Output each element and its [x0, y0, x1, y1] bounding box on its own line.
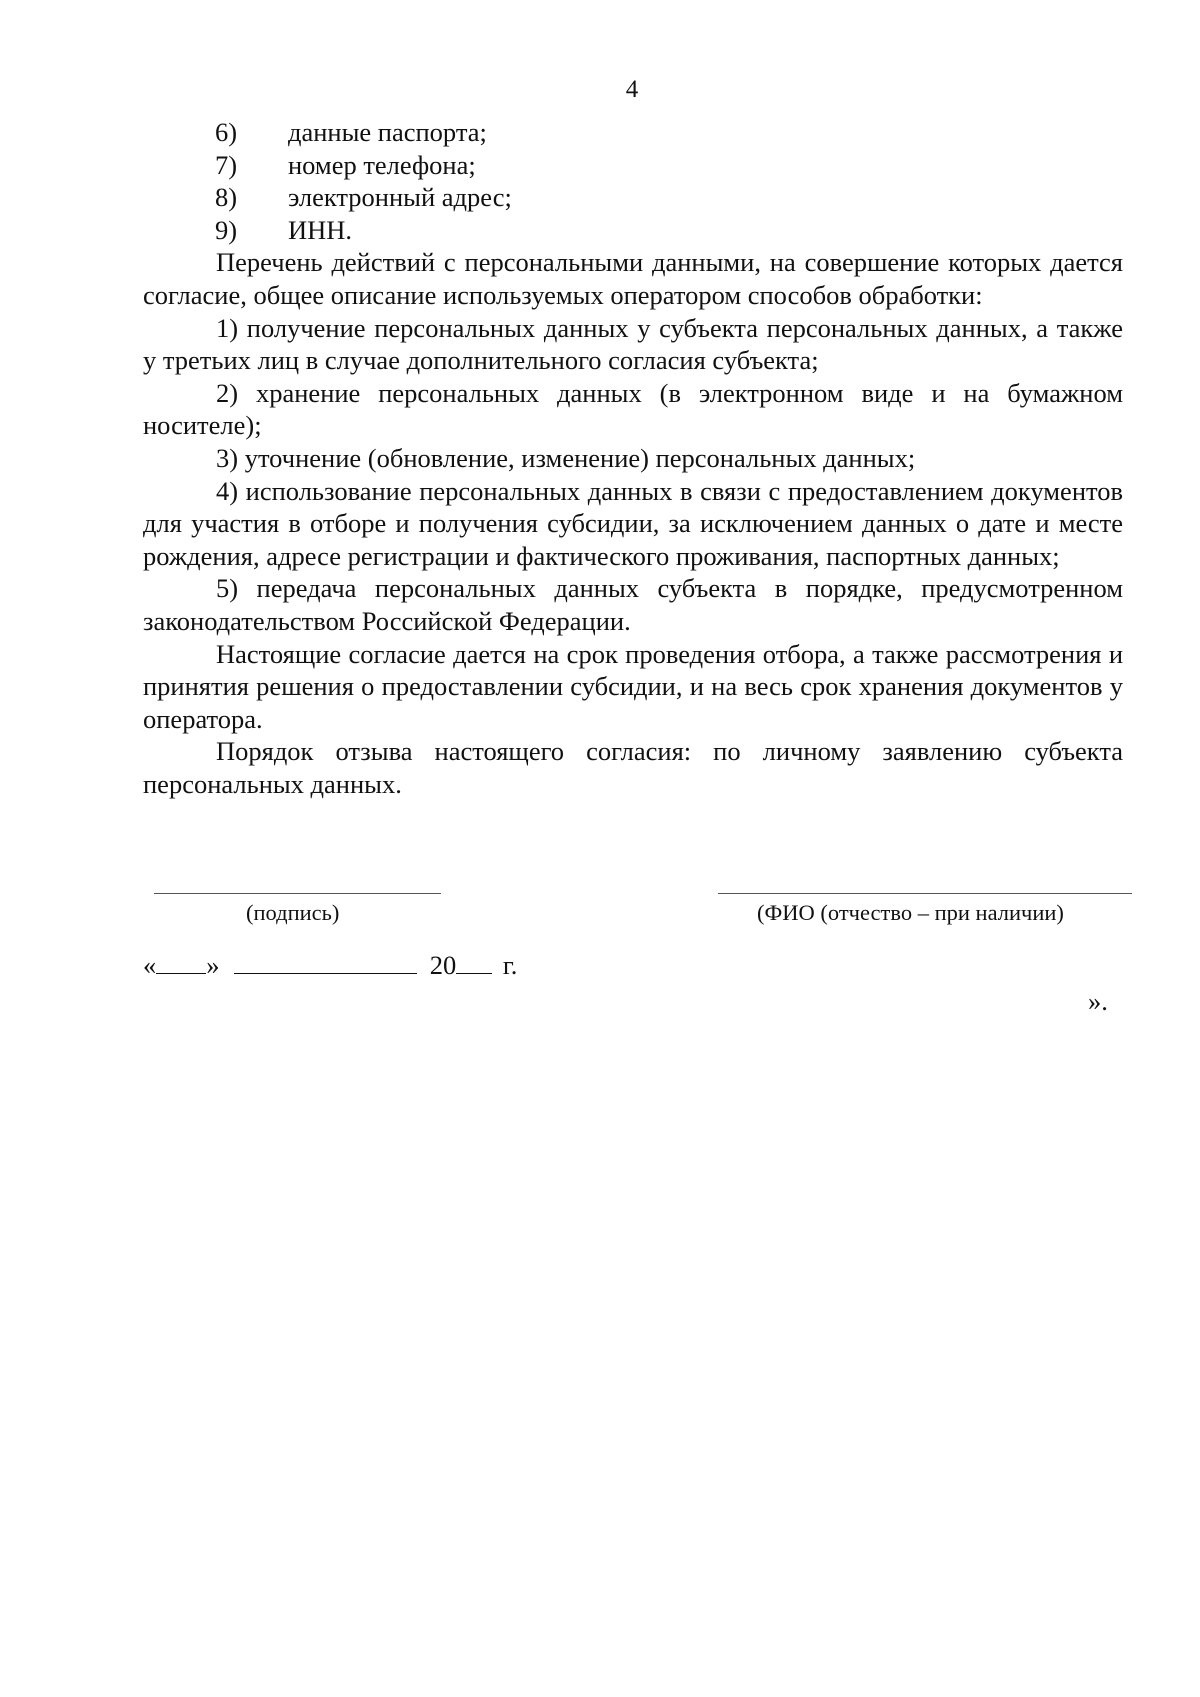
year-prefix: 20	[429, 950, 457, 980]
paragraph-action-5: 5) передача персональных данных субъекта в порядке, предусмотренном законодательством Российской Федерации.	[143, 573, 1123, 636]
list-item-text: электронный адрес;	[288, 182, 512, 213]
paragraph-action-2: 2) хранение персональных данных (в электронном виде и на бумажном носителе);	[143, 377, 1123, 441]
list-item	[143, 181, 1123, 214]
name-line	[718, 893, 1132, 894]
day-blank	[156, 951, 206, 974]
date-field	[143, 950, 517, 981]
paragraph-actions-intro: Перечень действий с персональными данными, на совершение которых дается согласие, общее описание используемых оператором способов обработки:	[143, 247, 1123, 310]
list-item-text: ИНН.	[288, 214, 353, 245]
page-number: 4	[625, 76, 639, 103]
paragraph-action-4: 4) использование персональных данных в связи с предоставлением документов для участия в отборе и получения субсидии, за исключением данных о дате и месте рождения, адресе регистрации и фактического проживания, паспортных данных;	[143, 475, 1123, 571]
paragraph-revocation: Порядок отзыва настоящего согласия: по личному заявлению субъекта персональных данных.	[143, 736, 1123, 799]
signature-line	[154, 893, 441, 894]
list-item-text: номер телефона;	[288, 149, 476, 180]
list-item	[143, 214, 1123, 247]
signature-caption: (подпись)	[246, 900, 340, 925]
date-open-quote: «	[143, 950, 157, 980]
paragraph-action-1: 1) получение персональных данных у субъекта персональных данных, а также у третьих лиц в случае дополнительного согласия субъекта;	[143, 312, 1123, 376]
closing-quote-mark: ».	[1088, 986, 1108, 1016]
year-blank	[456, 951, 492, 974]
year-suffix: г.	[502, 950, 518, 980]
list-item-number: 7)	[215, 149, 238, 180]
document-body	[143, 116, 1123, 800]
list-item	[143, 116, 1123, 149]
list-item-number: 8)	[215, 182, 238, 213]
paragraph-consent-term: Настоящие согласие дается на срок проведения отбора, а также рассмотрения и принятия решения о предоставлении субсидии, и на весь срок хранения документов у оператора.	[143, 638, 1123, 734]
date-close-quote: »	[206, 950, 220, 980]
name-caption: (ФИО (отчество – при наличии)	[757, 900, 1064, 925]
paragraph-action-3: 3) уточнение (обновление, изменение) персональных данных;	[216, 442, 916, 473]
list-item-number: 6)	[215, 117, 238, 147]
month-blank	[234, 951, 417, 974]
list-item	[143, 149, 1123, 182]
list-item-text: данные паспорта;	[288, 117, 487, 147]
list-item-number: 9)	[215, 214, 238, 245]
